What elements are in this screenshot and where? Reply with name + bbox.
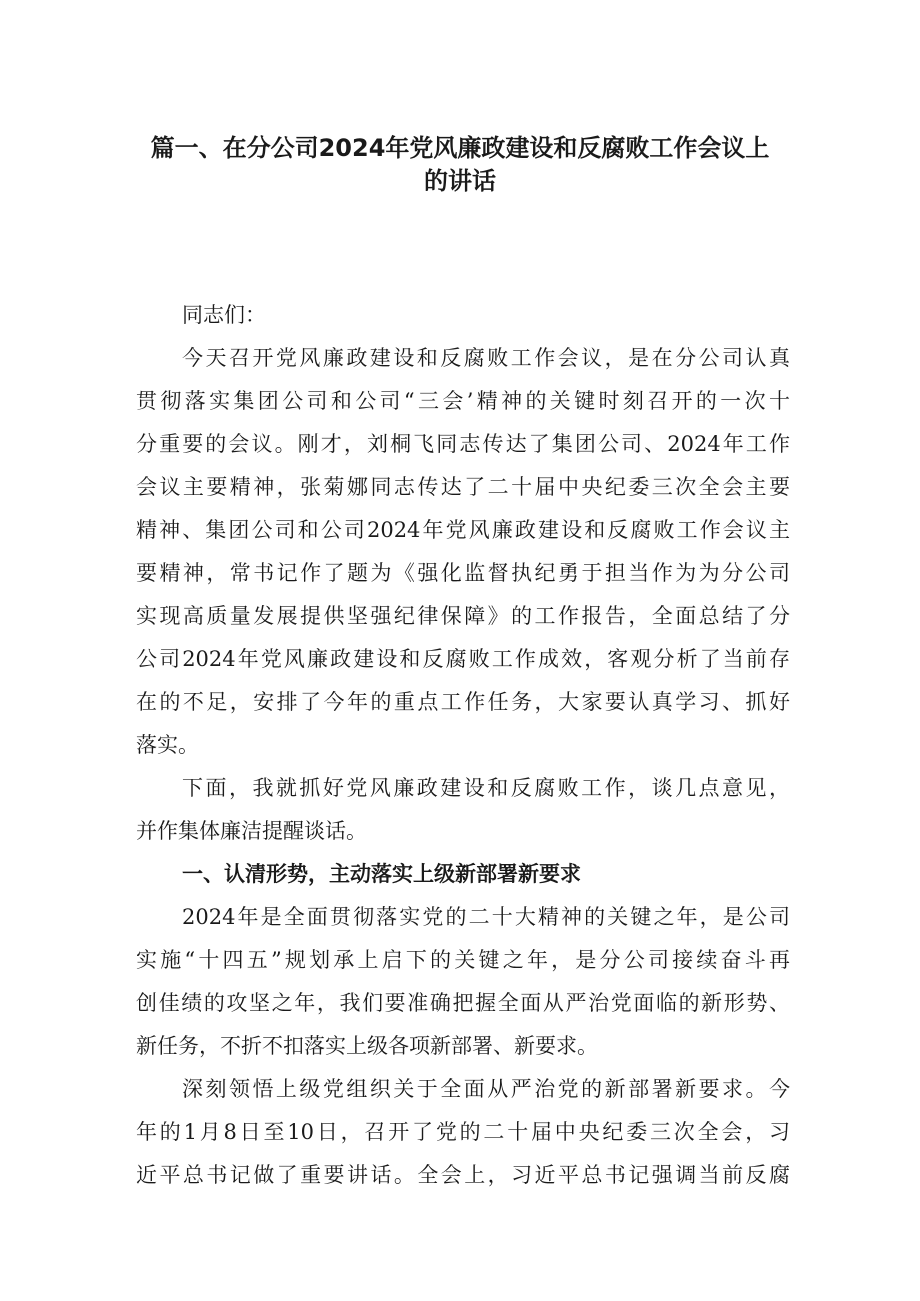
- paragraph-line: 近平总书记做了重要讲话。全会上，习近平总书记强调当前反腐: [136, 1163, 790, 1187]
- paragraph-line: 并作集体廉洁提醒谈话。: [136, 819, 367, 843]
- paragraph-line: 落实。: [136, 733, 199, 757]
- paragraph-line: 公司2024年党风廉政建设和反腐败工作成效，客观分析了当前存: [136, 647, 790, 671]
- paragraph-line: 要精神，常书记作了题为《强化监督执纪勇于担当作为为分公司: [136, 561, 790, 585]
- paragraph-line: 深刻领悟上级党组织关于全面从严治党的新部署新要求。今: [182, 1077, 790, 1101]
- document-title-line-2: 的讲话: [424, 167, 496, 195]
- paragraph-line: 下面，我就抓好党风廉政建设和反腐败工作，谈几点意见，: [182, 776, 790, 800]
- document-body: [136, 294, 790, 1197]
- paragraph-2: [136, 767, 790, 853]
- salutation: 同志们：: [182, 303, 266, 327]
- document-title-line-1: 篇一、在分公司2024年党风廉政建设和反腐败工作会议上: [150, 134, 770, 162]
- paragraph-line: 2024年是全面贯彻落实党的二十大精神的关键之年，是公司: [182, 905, 790, 929]
- paragraph-line: 分重要的会议。刚才，刘桐飞同志传达了集团公司、2024年工作: [136, 432, 790, 456]
- paragraph-line: 创佳绩的攻坚之年，我们要准确把握全面从严治党面临的新形势、: [136, 991, 790, 1015]
- paragraph-4: [136, 1068, 790, 1197]
- paragraph-line: 在的不足，安排了今年的重点工作任务，大家要认真学习、抓好: [136, 690, 790, 714]
- paragraph-line: 实施“十四五”规划承上启下的关键之年，是分公司接续奋斗再: [136, 948, 790, 972]
- paragraph-1: [136, 337, 790, 767]
- paragraph-3: [136, 896, 790, 1068]
- paragraph-line: 会议主要精神，张菊娜同志传达了二十届中央纪委三次全会主要: [136, 475, 790, 499]
- paragraph-line: 今天召开党风廉政建设和反腐败工作会议，是在分公司认真: [182, 346, 790, 370]
- paragraph-line: 精神、集团公司和公司2024年党风廉政建设和反腐败工作会议主: [136, 518, 790, 542]
- paragraph-line: 年的1月8日至10日，召开了党的二十届中央纪委三次全会，习: [136, 1120, 790, 1144]
- paragraph-line: 新任务，不折不扣落实上级各项新部署、新要求。: [136, 1034, 598, 1058]
- paragraph-line: 贯彻落实集团公司和公司“三会’精神的关键时刻召开的一次十: [136, 389, 790, 413]
- paragraph-line: 实现高质量发展提供坚强纪律保障》的工作报告，全面总结了分: [136, 604, 790, 628]
- section-heading-1: 一、认清形势，主动落实上级新部署新要求: [182, 862, 581, 886]
